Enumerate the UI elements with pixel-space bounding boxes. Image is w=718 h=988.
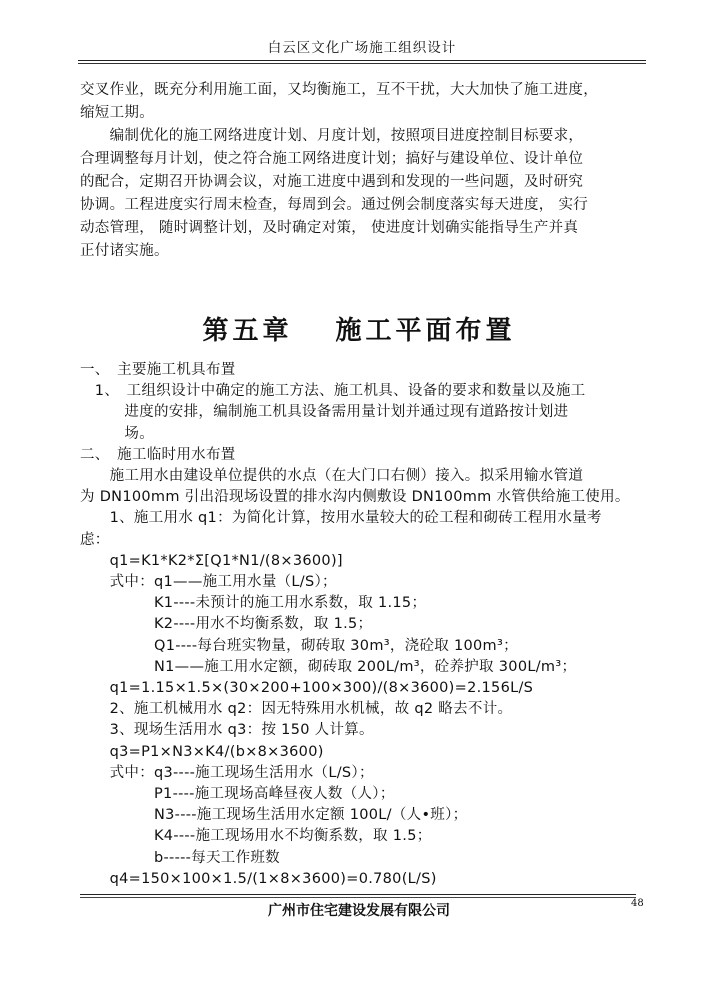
formula-line: b-----每天工作班数 [80,849,280,866]
formula-line: q3=P1×N3×K4/(b×8×3600) [80,743,324,760]
formula-line: q4=150×100×1.5/(1×8×3600)=0.780(L/S) [80,870,437,887]
paragraph-line: 2、施工机械用水 q2：因无特殊用水机械，故 q2 略去不计。 [80,701,513,718]
formula-line: Q1----每台班实物量，砌砖取 30m³，浇砼取 100m³； [80,637,518,654]
formula-line: K1----未预计的施工用水系数，取 1.15； [80,595,427,612]
paragraph-line: 进度的安排，编制施工机具设备需用量计划并通过现有道路按计划进 [80,404,569,421]
formula-line: 式中：q1——施工用水量（L/S）； [80,574,337,590]
paragraph-line: 动态管理， 随时调整计划，及时确定对策， 使进度计划确实能指导生产并真 [80,220,579,236]
footer-rule [80,897,636,898]
formula-line: K4----施工现场用水不均衡系数，取 1.5； [80,828,432,845]
paragraph-line: 为 DN100mm 引出沿现场设置的排水沟内侧敷设 DN100mm 水管供给施工使用。 [80,489,630,506]
paragraph-line: 编制优化的施工网络进度计划、月度计划，按照项目进度控制目标要求， [80,128,584,144]
section-heading: 一、 主要施工机具布置 [80,362,236,378]
formula-line: 式中：q3----施工现场生活用水（L/S）； [80,764,374,781]
section-heading: 二、 施工临时用水布置 [80,446,236,463]
paragraph-line: 缩短工期。 [80,105,154,121]
paragraph-line: 1、施工用水 q1：为简化计算，按用水量较大的砼工程和砌砖工程用水量考 [80,510,602,527]
paragraph-line: 虑： [80,531,110,548]
formula-line: K2----用水不均衡系数，取 1.5； [80,616,373,633]
formula-line: N1——施工用水定额，砌砖取 200L/m³，砼养护取 300L/m³； [80,658,577,675]
paragraph-line: 3、现场生活用水 q3：按 150 人计算。 [80,722,374,739]
paragraph-line: 场。 [80,425,154,442]
formula-line: N3----施工现场生活用水定额 100L/（人•班）； [80,807,468,824]
paragraph-line: 1、 工组织设计中确定的施工方法、施工机具、设备的要求和数量以及施工 [80,383,586,400]
paragraph-line: 正付诸实施。 [80,243,169,259]
page-number: 48 [631,898,644,909]
formula-line: P1----施工现场高峰昼夜人数（人）； [80,786,395,802]
paragraph-line: 交叉作业，既充分利用施工面，又均衡施工，互不干扰，大大加快了施工进度， [80,82,598,98]
paragraph-line: 合理调整每月计划，使之符合施工网络进度计划；搞好与建设单位、设计单位 [80,151,584,167]
formula-line: q1=1.15×1.5×(30×200+100×300)/(8×3600)=2.156L/S [80,680,534,696]
footer-rule [80,894,636,895]
chapter-title: 第五章 施工平面布置 [202,316,516,346]
paragraph-line: 协调。工程进度实行周末检查，每周到会。通过例会制度落实每天进度， 实行 [80,197,589,213]
page-header: 白云区文化广场施工组织设计 [78,36,646,61]
footer-company: 广州市住宅建设发展有限公司 [268,903,450,919]
formula-line: q1=K1*K2*Σ[Q1*N1/(8×3600)] [80,552,343,569]
paragraph-line: 的配合，定期召开协调会议，对施工进度中遇到和发现的一些问题，及时研究 [80,174,584,190]
paragraph-line: 施工用水由建设单位提供的水点（在大门口右侧）接入。拟采用输水管道 [80,468,584,484]
